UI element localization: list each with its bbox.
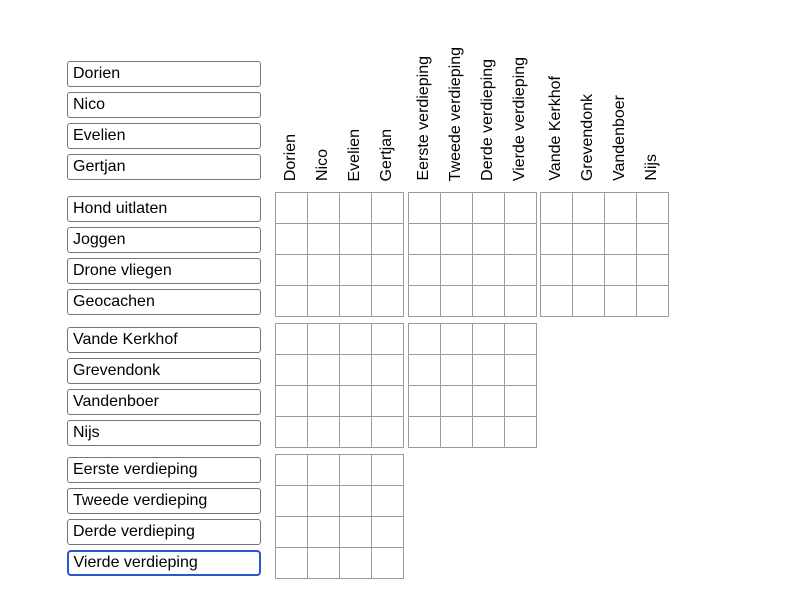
grid-cell[interactable] [573, 286, 604, 316]
grid-cell[interactable] [308, 193, 339, 223]
item-drone-vliegen[interactable]: Drone vliegen [67, 258, 261, 284]
grid-cell[interactable] [340, 224, 371, 254]
col-header-text: Vande Kerkhof [546, 76, 564, 181]
grid-cell[interactable] [340, 455, 371, 485]
grid-cell[interactable] [505, 355, 536, 385]
col-header-nico [307, 0, 339, 181]
row-label-group-activities [67, 196, 261, 320]
col-header-text: Nico [313, 148, 331, 181]
grid-cell[interactable] [505, 386, 536, 416]
col-header-text: Eerste verdieping [414, 56, 432, 181]
grid-cell[interactable] [637, 193, 668, 223]
col-header-dorien [275, 0, 307, 181]
grid-cell[interactable] [605, 224, 636, 254]
grid-cell[interactable] [340, 417, 371, 447]
grid-cell[interactable] [372, 455, 403, 485]
grid-cell[interactable] [409, 324, 440, 354]
grid-cell[interactable] [441, 324, 472, 354]
grid-cell[interactable] [409, 255, 440, 285]
grid-cell[interactable] [573, 193, 604, 223]
col-header-derde-verdieping [472, 0, 504, 181]
grid-cell[interactable] [340, 193, 371, 223]
grid-cell[interactable] [473, 324, 504, 354]
item-joggen[interactable]: Joggen [67, 227, 261, 253]
grid-cell[interactable] [605, 193, 636, 223]
grid-cell[interactable] [637, 255, 668, 285]
item-gertjan[interactable]: Gertjan [67, 154, 261, 180]
col-header-text: Grevendonk [578, 93, 596, 181]
grid-cell[interactable] [473, 417, 504, 447]
grid-cell[interactable] [441, 386, 472, 416]
grid-cell[interactable] [308, 455, 339, 485]
grid-cell[interactable] [340, 548, 371, 578]
grid-cell[interactable] [409, 193, 440, 223]
grid-cell[interactable] [505, 324, 536, 354]
grid-cell[interactable] [308, 386, 339, 416]
grid-block-surnames-floors [408, 323, 537, 448]
item-nijs[interactable]: Nijs [67, 420, 261, 446]
grid-cell[interactable] [473, 286, 504, 316]
grid-cell[interactable] [372, 486, 403, 516]
item-hond-uitlaten[interactable]: Hond uitlaten [67, 196, 261, 222]
grid-cell[interactable] [276, 517, 307, 547]
grid-cell[interactable] [276, 255, 307, 285]
grid-cell[interactable] [573, 255, 604, 285]
grid-cell[interactable] [308, 255, 339, 285]
grid-cell[interactable] [372, 548, 403, 578]
item-dorien[interactable]: Dorien [67, 61, 261, 87]
grid-cell[interactable] [505, 417, 536, 447]
grid-block-activities-floors [408, 192, 537, 317]
grid-cell[interactable] [308, 286, 339, 316]
grid-cell[interactable] [409, 286, 440, 316]
grid-cell[interactable] [276, 193, 307, 223]
grid-cell[interactable] [541, 286, 572, 316]
grid-cell[interactable] [340, 517, 371, 547]
grid-cell[interactable] [441, 193, 472, 223]
col-header-vandenboer [604, 0, 636, 181]
grid-cell[interactable] [473, 255, 504, 285]
col-header-gertjan [371, 0, 403, 181]
grid-cell[interactable] [409, 355, 440, 385]
grid-cell[interactable] [441, 255, 472, 285]
col-header-text: Vandenboer [610, 95, 628, 181]
item-eerste-verdieping[interactable]: Eerste verdieping [67, 457, 261, 483]
grid-cell[interactable] [276, 224, 307, 254]
grid-cell[interactable] [372, 286, 403, 316]
grid-cell[interactable] [340, 355, 371, 385]
item-grevendonk[interactable]: Grevendonk [67, 358, 261, 384]
grid-cell[interactable] [505, 224, 536, 254]
column-header-group-names [275, 0, 403, 181]
grid-cell[interactable] [473, 355, 504, 385]
item-nico[interactable]: Nico [67, 92, 261, 118]
grid-cell[interactable] [372, 417, 403, 447]
grid-cell[interactable] [372, 255, 403, 285]
col-header-grevendonk [572, 0, 604, 181]
grid-cell[interactable] [340, 324, 371, 354]
grid-cell[interactable] [308, 224, 339, 254]
grid-cell[interactable] [340, 386, 371, 416]
item-vande-kerkhof[interactable]: Vande Kerkhof [67, 327, 261, 353]
col-header-text: Evelien [345, 128, 363, 181]
row-label-group-surnames [67, 327, 261, 451]
grid-block-activities-names [275, 192, 404, 317]
grid-cell[interactable] [372, 355, 403, 385]
col-header-text: Derde verdieping [478, 59, 496, 181]
grid-cell[interactable] [340, 486, 371, 516]
grid-cell[interactable] [409, 417, 440, 447]
col-header-text: Vierde verdieping [510, 56, 528, 181]
item-geocachen[interactable]: Geocachen [67, 289, 261, 315]
item-tweede-verdieping[interactable]: Tweede verdieping [67, 488, 261, 514]
grid-cell[interactable] [372, 324, 403, 354]
grid-cell[interactable] [473, 386, 504, 416]
grid-cell[interactable] [473, 193, 504, 223]
grid-cell[interactable] [340, 255, 371, 285]
grid-cell[interactable] [605, 286, 636, 316]
grid-cell[interactable] [276, 355, 307, 385]
grid-cell[interactable] [441, 355, 472, 385]
col-header-tweede-verdieping [440, 0, 472, 181]
item-vandenboer[interactable]: Vandenboer [67, 389, 261, 415]
grid-cell[interactable] [505, 255, 536, 285]
col-header-nijs [636, 0, 668, 181]
grid-cell[interactable] [308, 517, 339, 547]
grid-cell[interactable] [372, 224, 403, 254]
col-header-text: Nijs [642, 154, 660, 181]
grid-cell[interactable] [340, 286, 371, 316]
grid-cell[interactable] [308, 324, 339, 354]
grid-cell[interactable] [441, 286, 472, 316]
col-header-vierde-verdieping [504, 0, 536, 181]
grid-cell[interactable] [372, 193, 403, 223]
grid-cell[interactable] [276, 455, 307, 485]
grid-cell[interactable] [308, 355, 339, 385]
grid-cell[interactable] [276, 324, 307, 354]
item-vierde-verdieping[interactable]: Vierde verdieping [67, 550, 261, 576]
grid-cell[interactable] [308, 548, 339, 578]
col-header-text: Dorien [281, 133, 299, 181]
grid-block-activities-surnames [540, 192, 669, 317]
col-header-text: Tweede verdieping [446, 46, 464, 181]
grid-cell[interactable] [409, 386, 440, 416]
column-header-group-floors [408, 0, 536, 181]
grid-cell[interactable] [541, 224, 572, 254]
grid-cell[interactable] [441, 417, 472, 447]
grid-cell[interactable] [573, 224, 604, 254]
grid-cell[interactable] [541, 193, 572, 223]
grid-cell[interactable] [473, 224, 504, 254]
grid-cell[interactable] [276, 417, 307, 447]
col-header-eerste-verdieping [408, 0, 440, 181]
column-header-group-surnames [540, 0, 668, 181]
grid-cell[interactable] [505, 286, 536, 316]
item-derde-verdieping[interactable]: Derde verdieping [67, 519, 261, 545]
grid-block-floors-names [275, 454, 404, 579]
grid-cell[interactable] [441, 224, 472, 254]
grid-cell[interactable] [637, 286, 668, 316]
grid-cell[interactable] [541, 255, 572, 285]
col-header-evelien [339, 0, 371, 181]
grid-cell[interactable] [637, 224, 668, 254]
grid-cell[interactable] [276, 486, 307, 516]
grid-cell[interactable] [276, 548, 307, 578]
grid-cell[interactable] [276, 286, 307, 316]
grid-cell[interactable] [372, 517, 403, 547]
item-evelien[interactable]: Evelien [67, 123, 261, 149]
grid-block-surnames-names [275, 323, 404, 448]
row-label-group-floors [67, 457, 261, 581]
grid-cell[interactable] [505, 193, 536, 223]
grid-cell[interactable] [308, 486, 339, 516]
grid-cell[interactable] [409, 224, 440, 254]
row-label-group-names [67, 61, 261, 185]
grid-cell[interactable] [308, 417, 339, 447]
grid-cell[interactable] [605, 255, 636, 285]
grid-cell[interactable] [372, 386, 403, 416]
col-header-vande-kerkhof [540, 0, 572, 181]
grid-cell[interactable] [276, 386, 307, 416]
col-header-text: Gertjan [377, 128, 395, 181]
